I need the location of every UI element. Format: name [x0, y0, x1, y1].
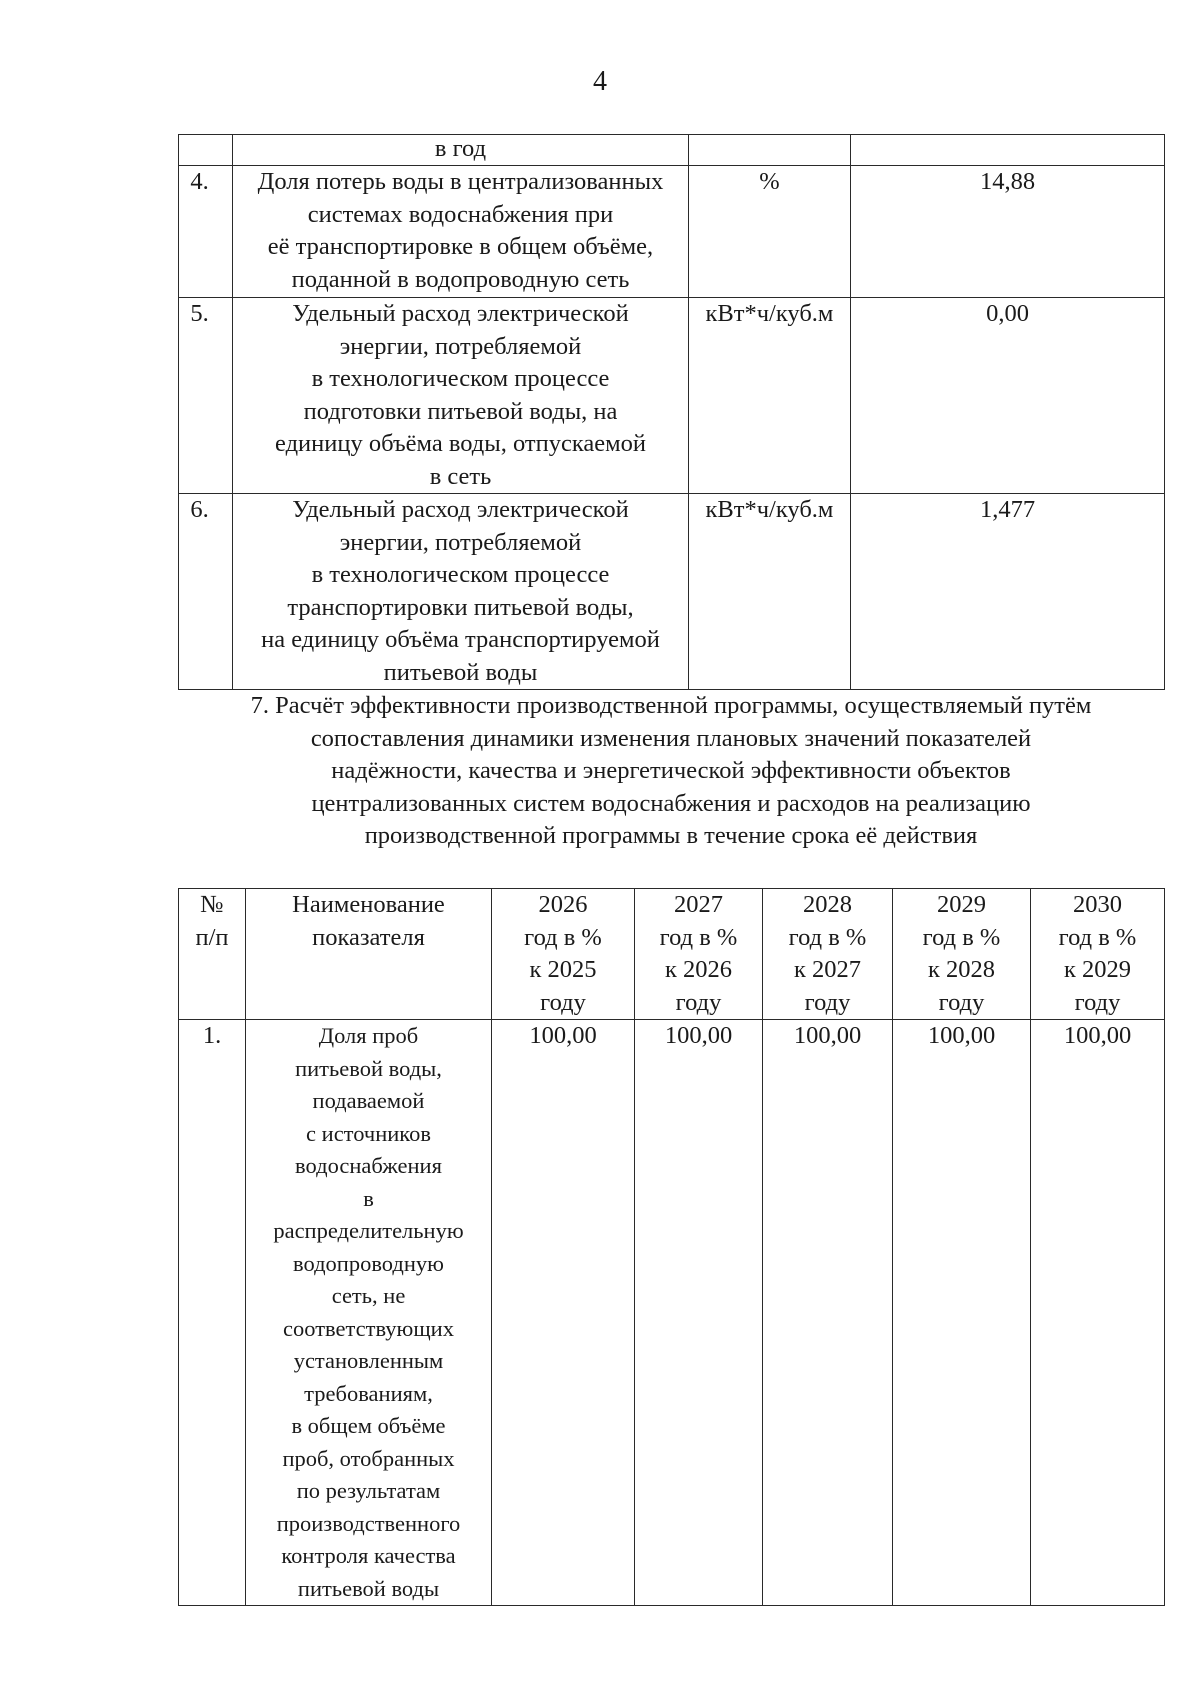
efficiency-table — [178, 888, 1165, 1606]
name-line: её транспортировке в общем объёме, — [267, 233, 654, 260]
section-title-line: 7. Расчёт эффективности производственной программы, осуществляемый путём — [250, 692, 1092, 719]
name-line: в технологическом процессе — [311, 561, 610, 588]
name-line: Удельный расход электрической — [292, 300, 629, 327]
value-2028: 100,00 — [763, 1020, 893, 1606]
indicator-name — [233, 494, 689, 690]
table-row — [179, 494, 1165, 690]
table-row — [179, 166, 1165, 298]
value-2026: 100,00 — [492, 1020, 635, 1606]
section-title-line: производственной программы в течение срока её действия — [364, 822, 978, 849]
name-line: Доля потерь воды в централизованных — [257, 168, 664, 195]
name-line: системах водоснабжения при — [307, 200, 614, 228]
indicator-name — [233, 298, 689, 494]
indicator-value: 0,00 — [851, 298, 1165, 494]
row-number — [179, 135, 233, 166]
name-line: в технологическом процессе — [311, 365, 610, 392]
name-line: поданной в водопроводную сеть — [291, 265, 630, 293]
indicator-name — [233, 166, 689, 298]
section-title — [178, 690, 1164, 853]
section-title-line: централизованных систем водоснабжения и расходов на реализацию — [311, 789, 1031, 817]
header-year-2028: 2028 год в % к 2027 году — [763, 889, 893, 1020]
indicator-unit — [689, 135, 851, 166]
name-line: энергии, потребляемой — [339, 528, 582, 556]
name-line: единицу объёма воды, отпускаемой — [275, 430, 646, 457]
table-row — [179, 1020, 1165, 1606]
table-row-continuation — [179, 135, 1165, 166]
indicator-name: в год — [233, 135, 689, 166]
header-indicator-name: Наименование показателя — [246, 889, 492, 1020]
row-number: 6. — [179, 494, 233, 690]
name-line: Удельный расход электрической — [292, 496, 629, 523]
header-year-2029: 2029 год в % к 2028 году — [893, 889, 1031, 1020]
table-header-row — [179, 889, 1165, 1020]
table-row — [179, 298, 1165, 494]
header-year-2030: 2030 год в % к 2029 году — [1031, 889, 1165, 1020]
indicator-value: 1,477 — [851, 494, 1165, 690]
name-line: питьевой воды — [383, 658, 538, 686]
indicators-table — [178, 134, 1165, 690]
name-line: подготовки питьевой воды, на — [303, 397, 618, 425]
indicator-value — [851, 135, 1165, 166]
page-number: 4 — [593, 66, 607, 97]
name-line: энергии, потребляемой — [339, 332, 582, 360]
indicator-unit: кВт*ч/куб.м — [689, 494, 851, 690]
section-title-line: надёжности, качества и энергетической эффективности объектов — [331, 757, 1011, 784]
header-year-2026: 2026 год в % к 2025 году — [492, 889, 635, 1020]
indicator-name: Доля проб питьевой воды, подаваемой с источников водоснабжения в распределительную водопроводную сеть, не соответствующих установленным требованиям, в общем объёме проб, отобранных по результатам производственного контроля качества питьевой воды — [246, 1020, 492, 1606]
value-2027: 100,00 — [635, 1020, 763, 1606]
header-year-2027: 2027 год в % к 2026 году — [635, 889, 763, 1020]
row-number: 4. — [179, 166, 233, 298]
value-2030: 100,00 — [1031, 1020, 1165, 1606]
row-number: 5. — [179, 298, 233, 494]
name-line: в сеть — [429, 462, 492, 490]
header-number: № п/п — [179, 889, 246, 1020]
section-title-line: сопоставления динамики изменения плановых значений показателей — [310, 724, 1032, 752]
indicator-unit: кВт*ч/куб.м — [689, 298, 851, 494]
indicator-unit: % — [689, 166, 851, 298]
indicator-value: 14,88 — [851, 166, 1165, 298]
name-line: на единицу объёма транспортируемой — [261, 626, 660, 653]
name-line: транспортировки питьевой воды, — [287, 593, 634, 621]
value-2029: 100,00 — [893, 1020, 1031, 1606]
row-number: 1. — [179, 1020, 246, 1606]
